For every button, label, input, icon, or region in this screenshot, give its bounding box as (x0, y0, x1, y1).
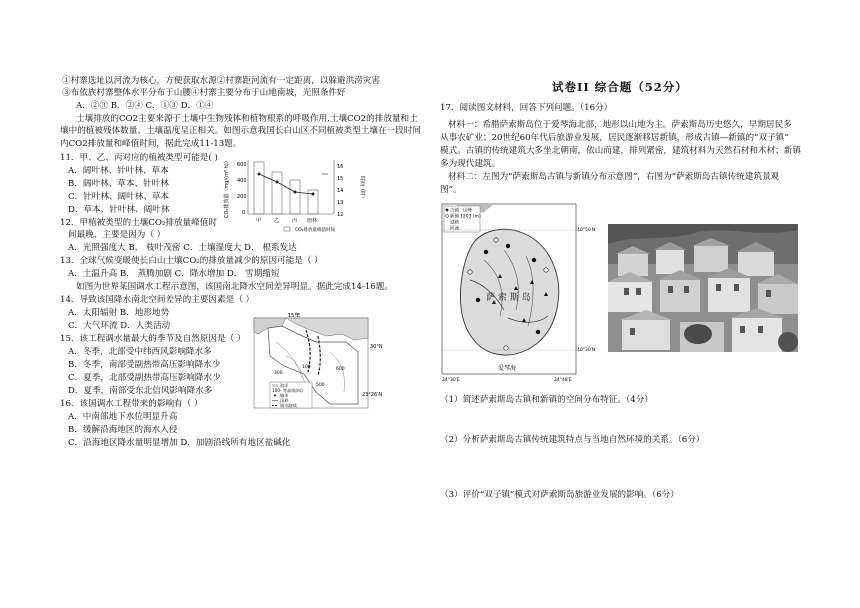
option: B．缓解沿海地区的海水入侵 (68, 425, 178, 435)
material-two: 材料二：左图为“萨索斯岛古镇与新镇分布示意图”，右图为“萨索斯岛古镇传统建筑景观 (448, 172, 780, 182)
option: D．夏季，南部受东北信风影响降水多 (68, 386, 213, 396)
svg-text:调水路线: 调水路线 (280, 403, 297, 408)
category-label: 丙 (292, 218, 298, 224)
bar-yi (272, 172, 282, 214)
island-name: 萨 索 斯 岛 (486, 293, 531, 303)
lon-label: 24°48′E (554, 378, 572, 383)
tick-label: 14 (337, 188, 344, 194)
question-16: 16．该国调水工程带来的影响有（ ） (60, 399, 203, 409)
text-line: ①村寨选址以河流为核心，方便获取水源②村寨距河流有一定距离，以躲避洪涝灾害 (62, 76, 380, 86)
co2-ylabel-left: CO₂排放量（mg/(m²·h)） (224, 158, 230, 218)
question-14: 14．导致该国降水南北空间差异的主要因素是（ ） (60, 295, 255, 305)
tick-label: 200 (237, 194, 247, 200)
contour-label: 300 (274, 371, 283, 376)
lat-label: 40°50′N (577, 228, 596, 233)
material-two: 图”。 (440, 185, 462, 195)
lat-label: 40°30′N (577, 348, 596, 353)
contour-label: 500 (316, 383, 325, 388)
lon-label: 24°30′E (442, 378, 460, 383)
bar-bing (290, 180, 300, 214)
svg-text:城市: 城市 (280, 393, 289, 398)
old-town-photo (608, 224, 798, 352)
question-13: 13．全球气候变暖使长白山土壤CO₂的排放量减少的原因可能是（ ） (60, 256, 323, 266)
q10-options: A．②③ B．②④ C．①③ D．①④ (76, 101, 214, 111)
material-one: 材料一：希腊萨索斯岛位于爱琴海北部，地形以山地为主。萨索斯岛历史悠久，早期居民多 (448, 120, 792, 130)
option: C．大气环流 D．人类活动 (68, 321, 171, 331)
sub-question-2: （2）分析萨索斯岛古镇传统建筑特点与当地自然环境的关系。（6分） (440, 435, 705, 445)
sub-question-3: （3）评价“双子镇”模式对萨索斯岛旅游业发展的影响。（6分） (440, 490, 679, 500)
tick-label: 400 (237, 178, 247, 184)
option: A．中南部地下水位明显升高 (68, 412, 178, 422)
option: C．夏季，北部受副热带高压影响降水少 (68, 373, 221, 383)
option: C．沿海地区降水量明显增加 D．加剧沿线所有地区盐碱化 (68, 438, 291, 448)
question-17: 17．阅读图文材料，回答下列问题。（16分） (440, 103, 613, 113)
legend-line: CO₂排放量峰值时间 (295, 228, 335, 233)
question-15: 15．该工程调水量最大的季节及自然原因是（ ） (60, 334, 246, 344)
intro-text: 如图为世界某国调水工程示意图，该国南北降水空间差异明显。据此完成14-16题。 (76, 282, 393, 292)
svg-text:海洋: 海洋 (280, 383, 289, 388)
q12-options: A．光照强度大 B． 枝叶茂密 C．土壤湿度大 D． 根系发达 (68, 243, 297, 253)
contour-label: 600 (336, 367, 345, 372)
svg-text:古镇: 古镇 (450, 208, 459, 214)
lon-label: 15°E (288, 313, 301, 319)
option: B．冬季，南部受副热带高压影响降水少 (68, 360, 221, 370)
svg-text:新镇: 新镇 (450, 214, 459, 220)
option: C．针叶林、阔叶林、草本 (68, 192, 170, 202)
tick-label: 0 (242, 210, 246, 216)
material-one: 模式。古镇的传统建筑大多坐北朝南，依山而建，排列紧密，建筑材料为天然石材和木材；新镇 (440, 146, 801, 156)
text-line: ③布依族村寨整体水平分布于山腰④村寨主要分布于山地南坡，光照条件好 (62, 88, 346, 98)
tick-label: 600 (237, 162, 247, 168)
option: A．阔叶林、针叶林、草本 (68, 166, 169, 176)
option: D．草本、针叶林、阔叶林 (68, 205, 170, 215)
thassos-island-map (434, 200, 600, 386)
intro-text: 内CO2排放量和峰值时间，据此完成11-13题。 (60, 139, 242, 149)
category-label: 雨林 (307, 218, 318, 224)
option: B．阔叶林、草本、针叶林 (68, 179, 169, 189)
svg-text:河流: 河流 (450, 226, 459, 232)
sea-label: 爱琴海 (498, 365, 517, 372)
tick-label: 15 (337, 176, 344, 182)
question-12-cont: 间最晚，主要是因为（ ） (68, 230, 166, 240)
bar-jia (254, 162, 264, 214)
section-title: 试卷II 综合题（52分） (552, 80, 688, 94)
intro-text: 壤中的植被残体数量、土壤温度呈正相关。如图示意我国长白山区不同植被类型土壤在一段时间 (60, 126, 421, 136)
svg-text:国界: 国界 (280, 398, 289, 403)
option: A．冬季，北部受中纬西风影响降水多 (68, 347, 212, 357)
svg-text:1203 (m): 1203 (m) (460, 214, 481, 220)
co2-chart (224, 156, 364, 236)
question-12: 12．甲植被类型的土壤CO₂排放量峰值时 (60, 218, 217, 228)
water-transfer-map (246, 312, 383, 412)
intro-text: 土壤排放的CO2主要来源于土壤中生物残体和植物根系的呼吸作用,土壤CO2的排放量和土 (76, 114, 418, 124)
tick-label: 12 (337, 212, 344, 218)
lat-label: 30°N (370, 344, 383, 350)
svg-text:道路: 道路 (450, 220, 459, 226)
contour-label: 100 (302, 365, 311, 370)
category-label: 乙 (274, 218, 280, 224)
sub-question-1: （1）简述萨索斯岛古镇和新镇的空间分布特征。（4分） (440, 395, 653, 405)
category-label: 甲 (256, 218, 262, 224)
co2-ylabel-right: 时间（时） (359, 176, 365, 202)
q13-options: A．土温升高 B． 蒸腾加剧 C．降水增加 D． 雪期缩短 (68, 269, 280, 279)
material-one: 多为现代建筑。 (440, 159, 501, 169)
svg-text:山峰: 山峰 (463, 208, 472, 214)
tick-label: 16 (337, 164, 344, 170)
peak-time-line (259, 174, 313, 194)
material-one: 从事农矿业；20世纪60年代后旅游业发展，居民逐渐移居新镇，形成古镇—新镇的“双子镇” (440, 133, 789, 143)
tick-label: 13 (337, 200, 344, 206)
lat-label: 23°26′N (362, 392, 383, 398)
question-11: 11．甲、乙、丙对应的植被类型可能是( ) (60, 153, 218, 163)
option: A．太阳辐射 B．地形地势 (68, 308, 170, 318)
svg-text:100- 等高线(m): 100- 等高线(m) (272, 388, 303, 393)
